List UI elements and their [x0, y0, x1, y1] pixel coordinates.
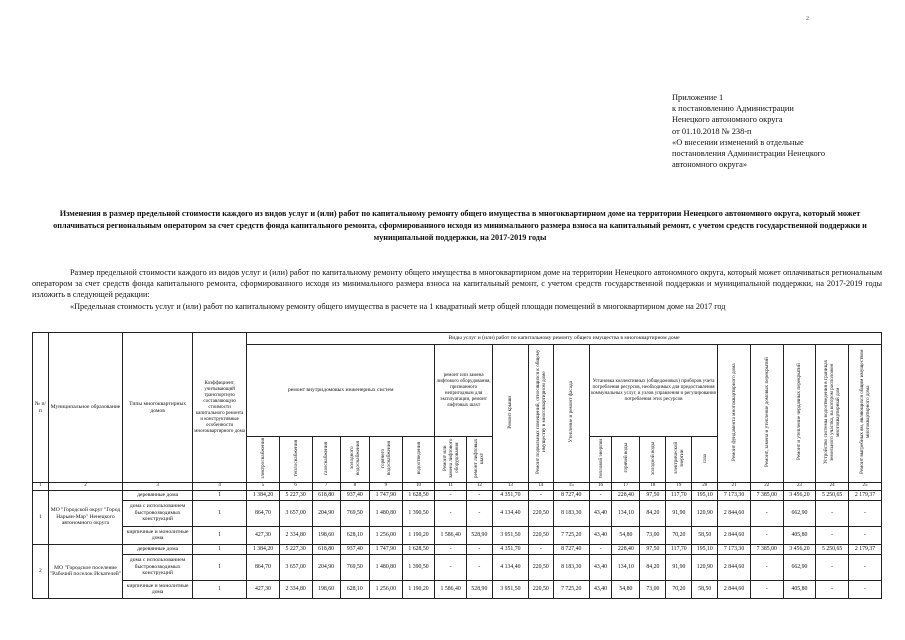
value-cell: 1 390,50	[402, 554, 435, 580]
value-cell: 43,40	[589, 526, 612, 544]
header-meter-col	[666, 437, 692, 483]
header-eng-label: электроснабжения	[259, 437, 266, 479]
value-cell: 7 725,20	[553, 580, 589, 598]
value-cell: 1 480,80	[369, 554, 402, 580]
index-cell: 21	[718, 483, 751, 491]
header-eng-label: водоотведения	[415, 441, 422, 475]
value-cell: 4 351,70	[492, 490, 528, 500]
value-cell: 3 657,00	[279, 500, 312, 526]
value-cell: 2 179,37	[848, 490, 881, 500]
header-eng-col	[312, 437, 340, 483]
header-meter-col	[640, 437, 666, 483]
value-cell: -	[435, 490, 467, 500]
header-meter-label: тепловой энергии	[597, 438, 604, 478]
municipality-cell: МО "Городской округ "Город Нарьян-Мар" Ненецкого автономного округа	[48, 490, 122, 544]
value-cell: 4 351,70	[492, 544, 528, 554]
value-cell: 4 134,40	[492, 500, 528, 526]
value-cell: 43,40	[589, 500, 612, 526]
value-cell: 134,10	[612, 554, 640, 580]
value-cell: 1 480,80	[369, 500, 402, 526]
value-cell: 1 190,20	[402, 580, 435, 598]
value-cell: -	[816, 580, 849, 598]
value-cell: 43,40	[589, 554, 612, 580]
value-cell: 58,50	[692, 526, 718, 544]
value-cell: 1 747,90	[369, 544, 402, 554]
value-cell: 662,90	[783, 500, 816, 526]
index-cell: 7	[312, 483, 340, 491]
value-cell: 3 951,50	[492, 580, 528, 598]
value-cell: 1 586,40	[435, 580, 467, 598]
table-row	[33, 580, 882, 598]
value-cell: 2 179,37	[848, 544, 881, 554]
value-cell: 405,80	[783, 580, 816, 598]
header-attic	[783, 345, 816, 483]
value-cell: 1	[193, 490, 247, 500]
value-cell: 8 183,30	[553, 554, 589, 580]
index-cell: 13	[492, 483, 528, 491]
header-eng-label: газоснабжения	[323, 441, 330, 475]
value-cell: 195,10	[692, 544, 718, 554]
value-cell: -	[750, 580, 783, 598]
header-basement-label: Ремонт подвальных помещений, относящихся к общему имуществу в многоквартирном доме	[534, 349, 547, 475]
value-cell: 2 334,80	[279, 526, 312, 544]
value-cell: 3 456,20	[783, 544, 816, 554]
header-eng-col	[402, 437, 435, 483]
appendix-line: к постановлению Администрации	[672, 104, 794, 114]
table-row	[33, 526, 882, 544]
value-cell: 204,90	[312, 554, 340, 580]
value-cell: 7 173,30	[718, 544, 751, 554]
value-cell: 198,60	[312, 580, 340, 598]
value-cell: -	[848, 500, 881, 526]
table-row	[33, 554, 882, 580]
value-cell: -	[435, 500, 467, 526]
value-cell: 54,80	[612, 526, 640, 544]
value-cell: 1 747,90	[369, 490, 402, 500]
index-cell: 4	[193, 483, 247, 491]
index-cell: 16	[589, 483, 612, 491]
house-type-cell: кирпичные и монолитные дома	[123, 580, 193, 598]
value-cell: 7 173,30	[718, 490, 751, 500]
value-cell: 1 628,50	[402, 490, 435, 500]
index-cell: 15	[553, 483, 589, 491]
index-cell: 24	[816, 483, 849, 491]
value-cell: 58,50	[692, 580, 718, 598]
header-house-types: Типы многоквартирных домов	[123, 333, 193, 483]
header-lift-label: Ремонт или замена лифтового оборудования	[441, 438, 460, 478]
value-cell: 8 183,30	[553, 500, 589, 526]
header-lift-col	[466, 437, 492, 483]
index-cell: 6	[279, 483, 312, 491]
header-eng-label: горячего водоснабжения	[379, 441, 392, 476]
value-cell: 1 384,20	[247, 544, 280, 554]
value-cell: 204,90	[312, 500, 340, 526]
municipality-cell: МО "Городское поселение "Рабочий поселок Искателей"	[48, 544, 122, 598]
table-row	[33, 500, 882, 526]
header-roof	[492, 345, 528, 483]
value-cell: 628,10	[340, 580, 369, 598]
value-cell: 4 134,40	[492, 554, 528, 580]
value-cell: 91,90	[666, 554, 692, 580]
header-meter-col	[692, 437, 718, 483]
value-cell: 84,20	[640, 500, 666, 526]
value-cell: 84,20	[640, 554, 666, 580]
header-drainage-label: Устройство системы водоотведения в границах земельного участка, на котором расположен многоквартирный дом	[823, 360, 842, 465]
header-no: № п/п	[33, 333, 49, 483]
value-cell: -	[750, 554, 783, 580]
index-cell: 9	[369, 483, 402, 491]
value-cell: 1 256,00	[369, 526, 402, 544]
value-cell: 70,20	[666, 580, 692, 598]
value-cell: 405,80	[783, 526, 816, 544]
header-meter-label: горячей воды	[622, 443, 629, 473]
value-cell: 43,40	[589, 580, 612, 598]
header-cesspool-label: Ремонт выгребных ям, являющихся общим имуществом многоквартирного дома	[858, 349, 871, 475]
value-cell: 2 844,60	[718, 500, 751, 526]
house-type-cell: кирпичные и монолитные дома	[123, 526, 193, 544]
value-cell: 937,40	[340, 490, 369, 500]
value-cell: 769,50	[340, 500, 369, 526]
header-eng-col	[340, 437, 369, 483]
value-cell: 1 384,20	[247, 490, 280, 500]
value-cell: 220,50	[528, 554, 553, 580]
appendix-line: «О внесении изменений в отдельные	[672, 137, 804, 147]
value-cell: 73,00	[640, 526, 666, 544]
value-cell: 117,70	[666, 490, 692, 500]
value-cell: 1 190,20	[402, 526, 435, 544]
house-type-cell: дома с использованием быстровозводимых конструкций	[123, 500, 193, 526]
index-cell: 18	[640, 483, 666, 491]
header-meter-col	[612, 437, 640, 483]
value-cell: 2 844,60	[718, 580, 751, 598]
index-cell: 20	[692, 483, 718, 491]
appendix-line: автономного округа»	[672, 160, 748, 170]
value-cell: 70,20	[666, 526, 692, 544]
value-cell: 769,50	[340, 554, 369, 580]
value-cell: 427,30	[247, 580, 280, 598]
value-cell: -	[435, 554, 467, 580]
value-cell: 97,50	[640, 544, 666, 554]
value-cell: 1	[193, 554, 247, 580]
header-attic-label: Ремонт и утепление чердачных перекрытий	[796, 363, 803, 461]
index-cell: 10	[402, 483, 435, 491]
page-number: 2	[806, 16, 809, 22]
value-cell: 5 227,30	[279, 544, 312, 554]
value-cell: 120,90	[692, 500, 718, 526]
value-cell: 864,70	[247, 554, 280, 580]
value-cell: 195,10	[692, 490, 718, 500]
value-cell: 120,90	[692, 554, 718, 580]
index-cell: 3	[123, 483, 193, 491]
value-cell: 1 256,00	[369, 580, 402, 598]
value-cell: 54,80	[612, 580, 640, 598]
value-cell: 528,90	[466, 526, 492, 544]
value-cell: -	[816, 554, 849, 580]
value-cell: -	[848, 580, 881, 598]
table-row	[33, 490, 882, 500]
header-insulation-label: Ремонт, замена и утепление домовых перекрытий	[763, 357, 770, 468]
value-cell: -	[848, 526, 881, 544]
value-cell: -	[816, 500, 849, 526]
appendix-line: от 01.10.2018 № 238-п	[672, 126, 752, 136]
header-coefficient: Коэффициент, учитывающий транспортную составляющую стоимости капитального ремонта и конструктивные особенности многоквартирного дома	[193, 333, 247, 483]
value-cell: 618,80	[312, 544, 340, 554]
header-row-top	[33, 333, 882, 345]
value-cell: -	[528, 490, 553, 500]
index-cell: 17	[612, 483, 640, 491]
value-cell: 117,70	[666, 544, 692, 554]
header-municipality: Муниципальное образование	[48, 333, 122, 483]
value-cell: 1 390,50	[402, 500, 435, 526]
value-cell: 8 727,40	[553, 544, 589, 554]
appendix-line: постановления Администрации Ненецкого	[672, 149, 826, 159]
value-cell: -	[750, 500, 783, 526]
value-cell: -	[750, 526, 783, 544]
value-cell: 5 250,65	[816, 490, 849, 500]
index-cell: 19	[666, 483, 692, 491]
document-title: Изменения в размер предельной стоимости каждого из видов услуг и (или) работ по капитальному ремонту общего имущества в многоквартирном доме на территории Ненецкого автономного округа, который может оплачиваться региональным оператором за счет средств фонда капитального ремонта, сформированного исходя из минимального размера взноса на капитальный ремонт, с учетом средств государственной поддержки и муниципальной поддержки, на 2017-2019 годы	[53, 209, 867, 242]
header-lift-col	[435, 437, 467, 483]
house-type-cell: деревянные дома	[123, 544, 193, 554]
value-cell: -	[589, 490, 612, 500]
index-cell: 2	[48, 483, 122, 491]
value-cell: 2 844,60	[718, 526, 751, 544]
intro-paragraph: Размер предельной стоимости каждого из видов услуг и (или) работ по капитальному ремонту общего имущества в многоквартирном доме на территории Ненецкого автономного округа, который может оплачиваться региональным оператором за счет средств фонда капитального ремонта, сформированного исходя из минимального размера взноса на капитальный ремонт, с учетом средств государственной поддержки и муниципальной поддержки, на 2017-2019 годы изложить в следующей редакции:	[32, 268, 882, 299]
index-cell: 14	[528, 483, 553, 491]
header-meter-label: газа	[701, 453, 708, 463]
value-cell: 228,40	[612, 490, 640, 500]
header-drainage	[816, 345, 849, 483]
value-cell: 220,50	[528, 580, 553, 598]
value-cell: -	[589, 544, 612, 554]
value-cell: 427,30	[247, 526, 280, 544]
value-cell: 2 334,80	[279, 580, 312, 598]
row-number: 1	[33, 490, 49, 544]
header-facade	[553, 345, 589, 483]
header-insulation	[750, 345, 783, 483]
value-cell: 1 628,50	[402, 544, 435, 554]
value-cell: 937,40	[340, 544, 369, 554]
value-cell: 1	[193, 580, 247, 598]
appendix-line: Ненецкого автономного округа	[672, 115, 783, 125]
value-cell: 2 844,60	[718, 554, 751, 580]
value-cell: 628,10	[340, 526, 369, 544]
value-cell: 5 227,30	[279, 490, 312, 500]
value-cell: 134,10	[612, 500, 640, 526]
quote-paragraph: «Предельная стоимость услуг и (или) работ по капитальному ремонту общего имущества в расчете на 1 квадратный метр общей площади помещений в многоквартирном доме на 2017 год	[70, 302, 726, 311]
value-cell: -	[848, 554, 881, 580]
value-cell: 220,50	[528, 500, 553, 526]
value-cell: 1	[193, 544, 247, 554]
value-cell: 5 250,65	[816, 544, 849, 554]
index-row	[33, 483, 882, 491]
header-eng-col	[279, 437, 312, 483]
value-cell: 228,40	[612, 544, 640, 554]
value-cell: 7 725,20	[553, 526, 589, 544]
index-cell: 25	[848, 483, 881, 491]
value-cell: -	[816, 526, 849, 544]
header-lift-label: ремонт лифтовых шахт	[473, 438, 486, 478]
header-foundation	[718, 345, 751, 483]
index-cell: 8	[340, 483, 369, 491]
value-cell: 3 951,50	[492, 526, 528, 544]
value-cell: 8 727,40	[553, 490, 589, 500]
value-cell: 7 385,00	[750, 490, 783, 500]
value-cell: 864,70	[247, 500, 280, 526]
value-cell: 1 586,40	[435, 526, 467, 544]
value-cell: 73,00	[640, 580, 666, 598]
table-row	[33, 544, 882, 554]
value-cell: -	[466, 490, 492, 500]
header-roof-label: Ремонт крыши	[507, 395, 514, 429]
index-cell: 23	[783, 483, 816, 491]
header-facade-label: Утепление и ремонт фасада	[568, 381, 575, 443]
header-eng-label: холодного водоснабжения	[348, 441, 361, 476]
value-cell: -	[466, 554, 492, 580]
value-cell: 1	[193, 526, 247, 544]
value-cell: -	[466, 500, 492, 526]
value-cell: -	[466, 544, 492, 554]
row-number: 2	[33, 544, 49, 598]
header-works: Виды услуг и (или) работ по капитальному ремонту общего имущества в многоквартирном доме	[247, 333, 882, 345]
index-cell: 5	[247, 483, 280, 491]
value-cell: 97,50	[640, 490, 666, 500]
body-text	[32, 267, 882, 312]
index-cell: 12	[466, 483, 492, 491]
appendix-line: Приложение 1	[672, 93, 724, 102]
header-eng-label: теплоснабжения	[292, 440, 299, 477]
value-cell: 91,90	[666, 500, 692, 526]
value-cell: 3 657,00	[279, 554, 312, 580]
header-foundation-label: Ремонт фундамента многоквартирного дома	[731, 363, 738, 462]
value-cell: 618,80	[312, 490, 340, 500]
value-cell: 528,90	[466, 580, 492, 598]
value-cell: -	[435, 544, 467, 554]
header-meter-label: холодной воды	[649, 441, 656, 475]
value-cell: -	[528, 544, 553, 554]
header-meter-col	[589, 437, 612, 483]
header-engineering: ремонт внутридомовых инженерных систем	[247, 345, 435, 437]
value-cell: 198,60	[312, 526, 340, 544]
header-meters: Установка коллективных (общедомовых) приборов учета потребления ресурсов, необходимых для предоставления коммунальных услуг, и узлов управления и регулирования потребления этих ресурсов	[589, 345, 717, 437]
house-type-cell: дома с использованием быстровозводимых конструкций	[123, 554, 193, 580]
index-cell: 22	[750, 483, 783, 491]
header-cesspool	[848, 345, 881, 483]
appendix-block	[672, 92, 892, 170]
value-cell: 3 456,20	[783, 490, 816, 500]
value-cell: 220,50	[528, 526, 553, 544]
table-body	[33, 490, 882, 598]
value-cell: 1	[193, 500, 247, 526]
header-eng-col	[247, 437, 280, 483]
index-cell: 1	[33, 483, 49, 491]
header-basement	[528, 345, 553, 483]
header-eng-col	[369, 437, 402, 483]
value-cell: 7 385,00	[750, 544, 783, 554]
header-lift: ремонт или замена лифтового оборудования, признанного непригодным для эксплуатации, ремонт лифтовых шахт	[435, 345, 492, 437]
header-meter-label: электрической энергии	[672, 442, 685, 475]
cost-table	[32, 332, 882, 599]
house-type-cell: деревянные дома	[123, 490, 193, 500]
value-cell: 662,90	[783, 554, 816, 580]
index-cell: 11	[435, 483, 467, 491]
